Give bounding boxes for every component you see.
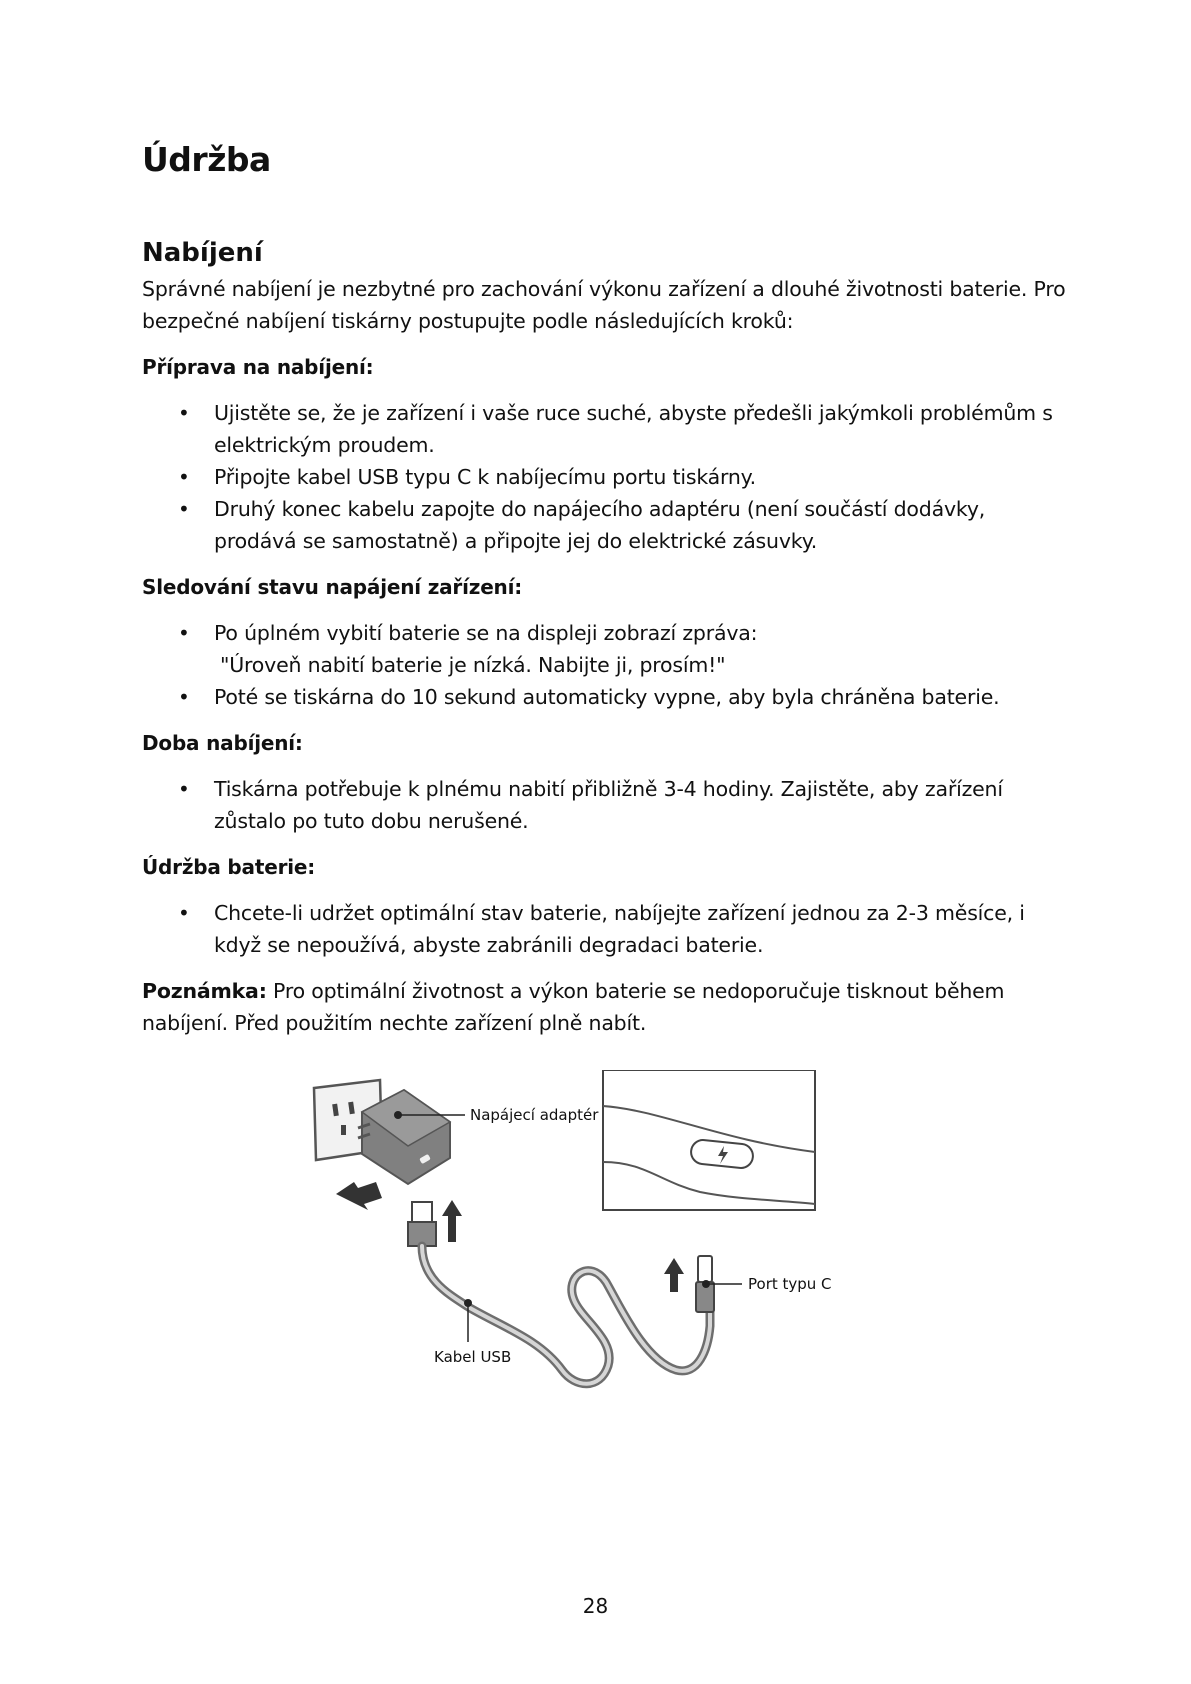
list-item xyxy=(214,617,1072,681)
label-usb-c-port: Port typu C xyxy=(748,1275,832,1293)
heading-monitoring: Sledování stavu napájení zařízení: xyxy=(142,575,523,599)
list-item: • Ujistěte se, že je zařízení i vaše ruce suché, abyste předešli jakýmkoli problémům s elektrickým proudem. xyxy=(214,397,1072,461)
list-item: • Poté se tiskárna do 10 sekund automaticky vypne, aby byla chráněna baterie. xyxy=(214,681,1072,713)
content-body xyxy=(142,273,1072,1039)
adapter-pointer-dot xyxy=(394,1111,402,1119)
list-item: • Druhý konec kabelu zapojte do napájecího adaptéru (není součástí dodávky, prodává se samostatně) a připojte jej do elektrické zásuvky. xyxy=(214,493,1072,557)
up-arrow-icon xyxy=(442,1200,462,1242)
note-paragraph xyxy=(142,975,1072,1039)
charging-illustration xyxy=(300,1070,920,1410)
display-message-quote: "Úroveň nabití baterie je nízká. Nabijte ji, prosím!" xyxy=(220,653,726,677)
heading-charging-time: Doba nabíjení: xyxy=(142,731,303,755)
list-preparation xyxy=(142,397,1072,557)
list-battery-maintenance xyxy=(142,897,1072,961)
heading-preparation: Příprava na nabíjení: xyxy=(142,355,374,379)
section-title-charging: Nabíjení xyxy=(142,238,263,268)
label-power-adapter: Napájecí adaptér xyxy=(470,1106,599,1124)
label-usb-cable: Kabel USB xyxy=(434,1348,512,1366)
page-title: Údržba xyxy=(142,140,271,179)
up-arrow-icon xyxy=(664,1258,684,1292)
list-item: • Chcete-li udržet optimální stav baterie, nabíjejte zařízení jednou za 2-3 měsíce, i když se nepoužívá, abyste zabránili degradaci baterie. xyxy=(214,897,1072,961)
note-text: Pro optimální životnost a výkon baterie se nedoporučuje tisknout během nabíjení. Před použitím nechte zařízení plně nabít. xyxy=(142,979,1005,1035)
list-item-text: Po úplném vybití baterie se na displeji zobrazí zpráva: xyxy=(214,621,758,645)
list-item: • Připojte kabel USB typu C k nabíjecímu portu tiskárny. xyxy=(214,461,1072,493)
printer-port-closeup-icon xyxy=(603,1070,815,1210)
page-number: 28 xyxy=(582,1594,609,1618)
usb-a-connector-icon xyxy=(408,1202,436,1246)
intro-paragraph: Správné nabíjení je nezbytné pro zachování výkonu zařízení a dlouhé životnosti baterie. Pro bezpečné nabíjení tiskárny postupujte podle následujících kroků: xyxy=(142,277,1066,333)
insert-arrow-icon xyxy=(336,1182,382,1210)
note-label: Poznámka: xyxy=(142,979,267,1003)
list-charging-time xyxy=(142,773,1072,837)
heading-battery-maintenance: Údržba baterie: xyxy=(142,855,316,879)
list-item: • Tiskárna potřebuje k plnému nabití přibližně 3-4 hodiny. Zajistěte, aby zařízení zůstalo po tuto dobu nerušené. xyxy=(214,773,1072,837)
list-monitoring xyxy=(142,617,1072,713)
